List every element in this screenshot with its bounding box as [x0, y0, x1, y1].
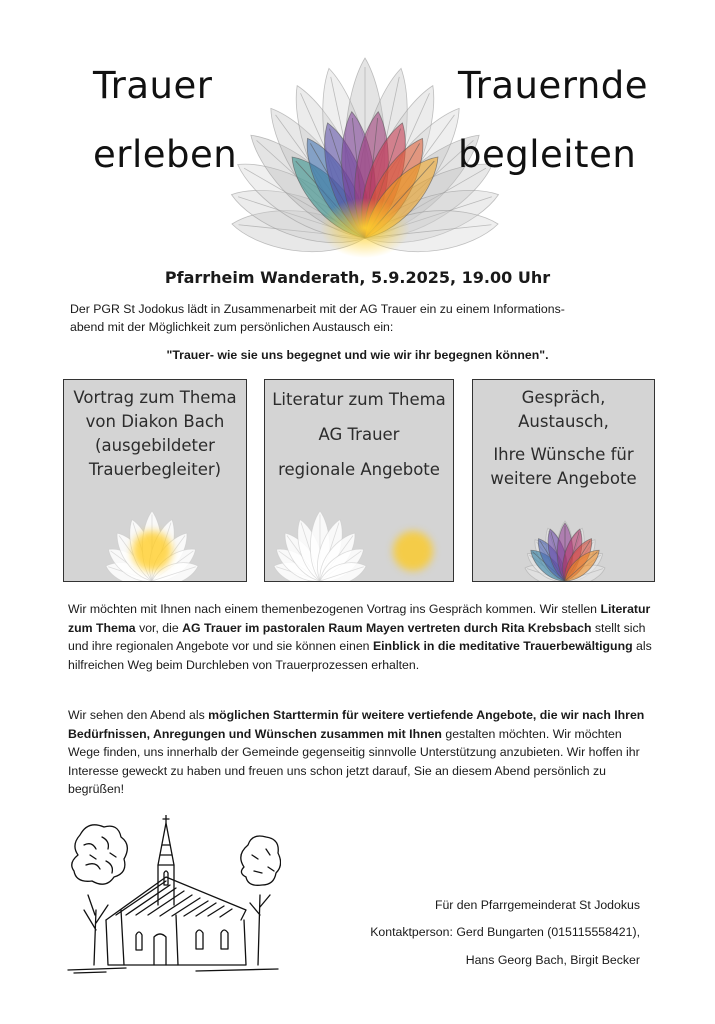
box-line: Literatur zum Thema [272, 390, 446, 409]
text-run: stellt sich und ihre regionalen Angebote vor und sie können einen [68, 620, 646, 653]
bold-run: Einblick in die meditative Trauerbewältigung [372, 639, 633, 653]
title-left-line1: Trauer [93, 64, 213, 107]
intro-line-1: Der PGR St Jodokus lädt in Zusammenarbeit mit der AG Trauer ein zu einem Informations- [70, 302, 565, 316]
box-line: Ihre Wünsche für [493, 445, 634, 464]
bold-run: AG Trauer im pastoralen Raum Mayen vertreten durch Rita Krebsbach [182, 620, 592, 635]
signature-line-2: Kontaktperson: Gerd Bungarten (015115558421), [370, 925, 640, 939]
box-line: Austausch, [518, 412, 609, 431]
colorful-lotus-icon [473, 491, 655, 581]
info-box-conversation [472, 379, 655, 582]
box-line: AG Trauer [318, 425, 400, 444]
text-run: Wir sehen den Abend als [68, 708, 209, 722]
bold-run: Literatur zum Thema [68, 602, 651, 635]
signature-line-3: Hans Georg Bach, Birgit Becker [465, 953, 640, 967]
signature-line-1: Für den Pfarrgemeinderat St Jodokus [434, 898, 640, 912]
paragraph-invitation [68, 706, 653, 799]
box-line: (ausgebildeter [95, 436, 215, 455]
text-run: vor, die [135, 620, 183, 635]
intro-text [70, 300, 655, 336]
box-line: von Diakon Bach [85, 412, 225, 431]
title-right-line2: begleiten [458, 133, 637, 176]
text-run: gestalten möchten. Wir möchten Wege finden, uns innerhalb der Gemeinde gegenseitig sinnvolle Unterstützung anzubieten. Wir hoffen ihr Interesse geweckt zu haben und freuen uns schon jetzt darauf, Sie an diesem Abend persönlich zu begrüßen! [68, 726, 640, 796]
event-heading: Pfarrheim Wanderath, 5.9.2025, 19.00 Uhr [164, 268, 551, 287]
white-lotus-icon [265, 491, 454, 581]
white-lotus-icon [64, 491, 247, 581]
event-quote: "Trauer- wie sie uns begegnet und wie wir ihr begegnen können". [166, 348, 549, 362]
box-literature-text [265, 382, 453, 487]
paragraph-program [68, 600, 653, 674]
intro-line-2: abend mit der Möglichkeit zum persönlichen Austausch ein: [70, 320, 394, 334]
box-conversation-text [473, 386, 654, 491]
box-lecture-text [64, 386, 246, 482]
box-line: weitere Angebote [490, 469, 637, 488]
title-left-line2: erleben [93, 133, 238, 176]
box-line: Gespräch, [521, 388, 606, 407]
bold-run: möglichen Starttermin für weitere vertiefende Angebote, die wir nach Ihren Bedürfnissen, Anregungen und Wünschen zusammen mit Ihnen [68, 708, 645, 741]
box-line: Trauerbegleiter) [88, 460, 222, 479]
text-run: als hilfreichen Weg beim Durchleben von Trauerprozessen erhalten. [68, 639, 652, 672]
box-line: Vortrag zum Thema [73, 388, 237, 407]
church-drawing [66, 815, 281, 975]
text-run: Wir möchten mit Ihnen nach einem themenbezogenen Vortrag ins Gespräch kommen. Wir stellen [68, 602, 601, 616]
box-line: regionale Angebote [278, 460, 440, 479]
info-box-literature [264, 379, 454, 582]
title-right-line1: Trauernde [458, 64, 649, 107]
info-box-lecture [63, 379, 247, 582]
